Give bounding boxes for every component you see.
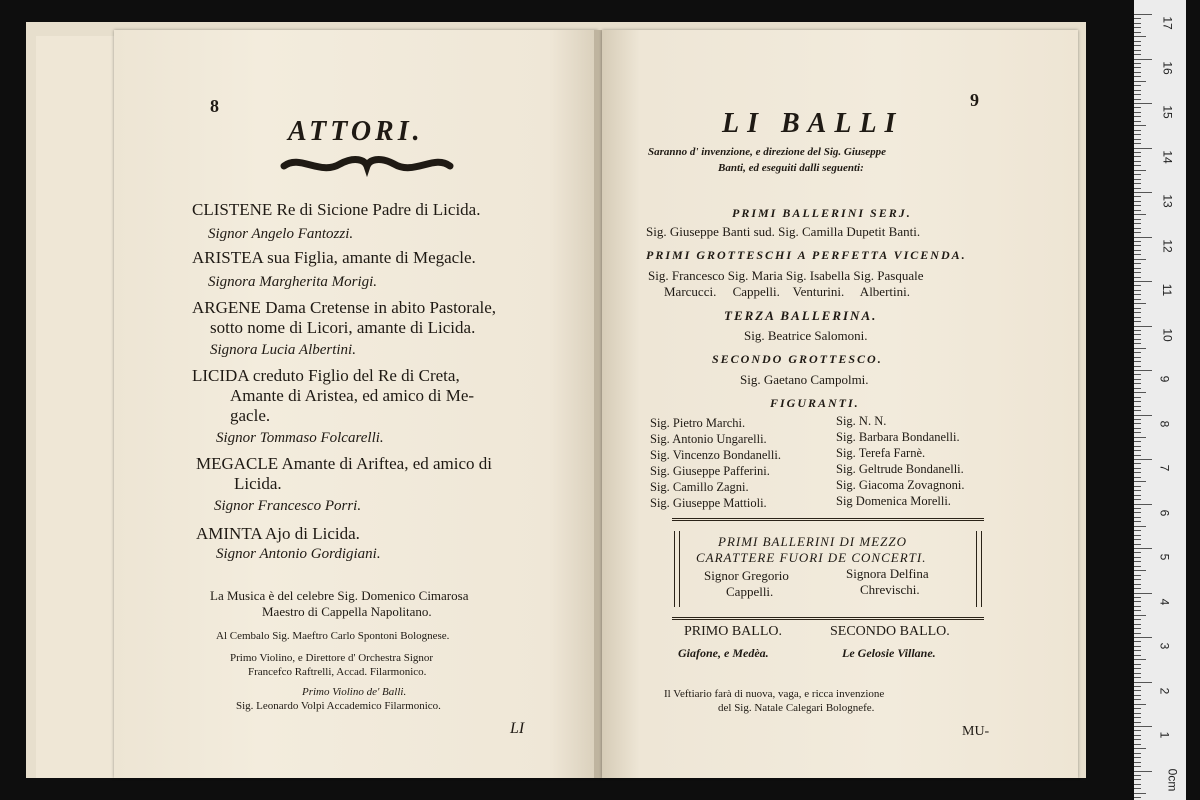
ruler-tick [1134,94,1141,95]
ruler-tick [1134,504,1152,505]
ruler-tick [1134,326,1152,327]
ruler-tick [1134,646,1141,647]
vestiario-2: del Sig. Natale Calegari Bolognefe. [718,702,875,714]
heading-primi-serj: PRIMI BALLERINI SERJ. [732,206,912,220]
figurante-right-6: Sig Domenica Morelli. [836,494,951,508]
secondo-ballo-title: Le Gelosie Villane. [842,646,936,660]
ruler-tick [1134,499,1141,500]
ruler-tick [1134,570,1146,571]
ruler-tick [1134,455,1141,456]
ruler-tick [1134,285,1141,286]
ruler-tick [1134,628,1141,629]
ruler-tick [1134,744,1141,745]
figurante-left-2: Sig. Antonio Ungarelli. [650,432,767,446]
ruler-tick [1134,334,1141,335]
terza-name: Sig. Beatrice Salomoni. [744,328,868,343]
heading-figuranti: FIGURANTI. [770,396,860,410]
ruler-tick [1134,748,1146,749]
ruler-tick [1134,419,1141,420]
music-credit-1: La Musica è del celebre Sig. Domenico Cimarosa [210,588,469,603]
ruler-tick [1134,32,1141,33]
ruler-tick [1134,757,1141,758]
actor-porri: Signor Francesco Porri. [214,498,362,514]
heading-grotteschi: PRIMI GROTTESCHI A PERFETTA VICENDA. [646,248,967,262]
figurante-left-5: Sig. Camillo Zagni. [650,480,749,494]
ruler-tick [1134,85,1141,86]
ruler-label: 13 [1160,194,1175,208]
primo-ballo-title: Giafone, e Medèa. [678,646,769,660]
mezzo-right-2: Chrevischi. [860,582,920,597]
secondo-name: Sig. Gaetano Campolmi. [740,372,869,387]
ruler-tick [1134,682,1152,683]
character-megacle-cont: Licida. [234,474,282,493]
figurante-right-3: Sig. Terefa Farnè. [836,446,926,460]
ruler-tick [1134,686,1141,687]
ruler-tick [1134,575,1141,576]
ruler-tick [1134,521,1141,522]
ruler-tick [1134,277,1141,278]
ruler-tick [1134,601,1141,602]
ruler-tick [1134,597,1141,598]
heading-terza: TERZA BALLERINA. [724,308,878,323]
ruler-tick [1134,103,1152,104]
ruler-tick [1134,205,1141,206]
ruler-tick [1134,156,1141,157]
ruler-tick [1134,268,1141,269]
ruler-tick [1134,486,1141,487]
mezzo-left-2: Cappelli. [726,584,774,599]
ruler-tick [1134,290,1141,291]
ruler-tick [1134,695,1141,696]
ruler-tick [1134,139,1141,140]
vestiario-1: Il Veftiario farà di nuova, vaga, e ricca invenzione [664,688,885,700]
ruler-tick [1134,584,1141,585]
ruler-tick [1134,472,1141,473]
ruler-tick [1134,59,1152,60]
ruler-tick [1134,557,1141,558]
ruler-tick [1134,107,1141,108]
ruler-label: 10 [1160,327,1175,342]
ruler-tick [1134,659,1146,660]
ruler-tick [1134,477,1141,478]
ruler-tick [1134,401,1141,402]
ruler-tick [1134,321,1141,322]
ruler-tick [1134,633,1141,634]
mezzo-heading-2: CARATTERE FUORI DE CONCERTI. [696,550,927,565]
ruler-tick [1134,544,1141,545]
character-megacle: MEGACLE Amante di Ariftea, ed amico di [196,454,493,473]
ruler-tick [1134,201,1141,202]
ruler-tick [1134,63,1141,64]
ruler-tick [1134,784,1141,785]
ruler-tick [1134,526,1146,527]
ruler-tick [1134,490,1141,491]
ruler-tick [1134,299,1141,300]
ruler-tick [1134,415,1152,416]
actor-folcarelli: Signor Tommaso Folcarelli. [216,430,384,446]
figurante-left-4: Sig. Giuseppe Pafferini. [650,464,770,478]
ruler-tick [1134,121,1141,122]
heading-secondo-grottesco: SECONDO GROTTESCO. [712,352,883,366]
ruler-tick [1134,530,1141,531]
cembalo-credit: Al Cembalo Sig. Maeftro Carlo Spontoni Bolognese. [216,630,450,642]
ruler-tick [1134,294,1141,295]
ruler-tick [1134,766,1141,767]
ruler-tick [1134,450,1141,451]
ruler-tick [1134,161,1141,162]
ruler-tick [1134,281,1152,282]
ruler-label: 14 [1160,149,1175,164]
ruler-tick [1134,797,1141,798]
ruler-tick [1134,730,1141,731]
ruler-tick [1134,348,1146,349]
ruler-tick [1134,245,1141,246]
ruler-tick [1134,370,1152,371]
ruler-tick [1134,579,1141,580]
ruler-tick [1134,388,1141,389]
ruler-tick [1134,308,1141,309]
left-page-number: 8 [210,96,219,116]
ruler-tick [1134,606,1141,607]
ruler-label: 15 [1160,105,1175,119]
ruler-label: 5 [1157,553,1172,561]
ruler-tick [1134,250,1141,251]
ruler-tick [1134,753,1141,754]
ruler-label: 4 [1157,598,1172,605]
ruler-tick [1134,330,1141,331]
ruler-tick [1134,539,1141,540]
ruler-tick [1134,588,1141,589]
ruler-tick [1134,788,1141,789]
ruler-tick [1134,713,1141,714]
ruler-tick [1134,254,1141,255]
music-credit-2: Maestro di Cappella Napolitano. [262,604,432,619]
ruler-tick [1134,410,1141,411]
ruler-tick [1134,116,1141,117]
ruler-tick [1134,196,1141,197]
grotteschi-surnames: Marcucci. Cappelli. Venturini. Albertini. [664,284,910,299]
ruler-tick [1134,441,1141,442]
ruler-tick [1134,495,1141,496]
ruler-tick [1134,379,1141,380]
ruler-tick [1134,535,1141,536]
character-licida-cont: Amante di Aristea, ed amico di Me- [230,386,475,405]
ruler-tick [1134,223,1141,224]
ruler-tick [1134,272,1141,273]
ruler-tick [1134,463,1141,464]
ruler-tick [1134,610,1141,611]
ruler-tick [1134,735,1141,736]
ruler-tick [1134,708,1141,709]
measuring-ruler [1134,0,1186,800]
ruler-tick [1134,352,1141,353]
ruler-label: 2 [1157,687,1172,694]
balli-violino-1: Primo Violino de' Balli. [302,686,407,698]
ruler-tick [1134,50,1141,51]
ruler-tick [1134,624,1141,625]
ruler-tick [1134,112,1141,113]
ruler-label: 3 [1157,642,1172,650]
ruler-tick [1134,18,1141,19]
ruler-tick [1134,219,1141,220]
ruler-label: 6 [1157,509,1172,516]
ruler-tick [1134,41,1141,42]
actor-morigi: Signora Margherita Morigi. [208,274,378,290]
ruler-tick [1134,72,1141,73]
ruler-tick [1134,615,1146,616]
actor-gordigiani: Signor Antonio Gordigiani. [216,546,381,562]
ruler-tick [1134,637,1152,638]
secondo-ballo-label: SECONDO BALLO. [830,624,950,639]
ruler-tick [1134,76,1141,77]
mezzo-right-1: Signora Delfina [846,566,929,581]
figurante-right-1: Sig. N. N. [836,414,887,428]
ruler-tick [1134,374,1141,375]
figurante-left-6: Sig. Giuseppe Mattioli. [650,496,767,510]
ruler-tick [1134,552,1141,553]
ruler-label: 17 [1160,16,1175,30]
ruler-tick [1134,428,1141,429]
ornament-flourish [280,152,454,178]
ruler-tick [1134,125,1146,126]
ruler-tick [1134,36,1146,37]
ruler-label: 12 [1160,238,1175,253]
ruler-tick [1134,81,1146,82]
figurante-right-2: Sig. Barbara Bondanelli. [836,430,960,444]
ruler-tick [1134,771,1152,772]
ruler-tick [1134,699,1141,700]
ruler-tick [1134,99,1141,100]
ruler-tick [1134,14,1152,15]
ruler-tick [1134,148,1152,149]
mezzo-left-1: Signor Gregorio [704,568,789,583]
figurante-left-1: Sig. Pietro Marchi. [650,416,746,430]
ruler-tick [1134,779,1141,780]
ruler-tick [1134,677,1141,678]
ruler-tick [1134,366,1141,367]
character-argene-cont: sotto nome di Licori, amante di Licida. [210,318,476,337]
ruler-tick [1134,548,1152,549]
ruler-tick [1134,228,1141,229]
ruler-tick [1134,90,1141,91]
mezzo-heading-1: PRIMI BALLERINI DI MEZZO [718,534,908,549]
ruler-tick [1134,130,1141,131]
ruler-label: 1 [1157,731,1172,739]
actor-albertini: Signora Lucia Albertini. [210,342,356,358]
ruler-tick [1134,27,1141,28]
ruler-tick [1134,459,1152,460]
ruler-tick [1134,237,1152,238]
ruler-tick [1134,165,1141,166]
violino-credit-2: Francefco Raftrelli, Accad. Filarmonico. [248,666,427,678]
ruler-tick [1134,566,1141,567]
ruler-tick [1134,717,1141,718]
ruler-tick [1134,312,1141,313]
ruler-tick [1134,704,1146,705]
ruler-tick [1134,241,1141,242]
ruler-tick [1134,668,1141,669]
ruler-tick [1134,179,1141,180]
ruler-tick [1134,183,1141,184]
character-aristea: ARISTEA sua Figlia, amante di Megacle. [192,248,476,267]
character-aminta: AMINTA Ajo di Licida. [196,524,360,543]
character-argene: ARGENE Dama Cretense in abito Pastorale, [192,298,497,317]
ruler-tick [1134,54,1141,55]
right-page-title: LI BALLI [722,108,904,139]
ruler-tick [1134,214,1146,215]
ruler-tick [1134,641,1141,642]
ruler-tick [1134,512,1141,513]
grotteschi-names: Sig. Francesco Sig. Maria Sig. Isabella Sig. Pasquale [648,268,924,283]
ruler-tick [1134,174,1141,175]
right-catchword: MU- [962,724,990,739]
character-licida: LICIDA creduto Figlio del Re di Creta, [192,366,460,385]
ruler-tick [1134,45,1141,46]
ruler-tick [1134,152,1141,153]
ruler-tick [1134,210,1141,211]
primo-ballo-label: PRIMO BALLO. [684,624,783,639]
ruler-tick [1134,192,1152,193]
ruler-tick [1134,259,1146,260]
ruler-tick [1134,561,1141,562]
ruler-tick [1134,67,1141,68]
ruler-tick [1134,303,1146,304]
figurante-right-5: Sig. Giacoma Zovagnoni. [836,478,965,492]
ruler-tick [1134,793,1146,794]
ruler-tick [1134,726,1152,727]
left-catchword: LI [510,720,525,737]
ruler-tick [1134,383,1141,384]
ruler-tick [1134,317,1141,318]
ruler-tick [1134,517,1141,518]
ruler-label: 7 [1157,464,1172,472]
ruler-tick [1134,397,1141,398]
balli-subtitle-1: Saranno d' invenzione, e direzione del Sig. Giuseppe [648,146,887,158]
ruler-label: 9 [1157,375,1172,383]
ruler-tick [1134,673,1141,674]
left-page-title: ATTORI. [288,116,424,147]
ruler-tick [1134,664,1141,665]
ruler-tick [1134,170,1146,171]
ruler-tick [1134,423,1141,424]
ruler-tick [1134,619,1141,620]
ruler-tick [1134,650,1141,651]
ruler-label: 16 [1160,60,1175,75]
ruler-tick [1134,357,1141,358]
ruler-tick [1134,23,1141,24]
ruler-tick [1134,392,1146,393]
ruler-tick [1134,232,1141,233]
ruler-tick [1134,134,1141,135]
ruler-tick [1134,739,1141,740]
ruler-tick [1134,432,1141,433]
ruler-label: 11 [1160,283,1175,297]
character-clistene: CLISTENE Re di Sicione Padre di Licida. [192,200,481,219]
ruler-tick [1134,775,1141,776]
ruler-tick [1134,593,1152,594]
ruler-tick [1134,690,1141,691]
ruler-tick [1134,655,1141,656]
ruler-tick [1134,406,1141,407]
ruler-tick [1134,263,1141,264]
violino-credit-1: Primo Violino, e Direttore d' Orchestra Signor [230,652,434,664]
figurante-left-3: Sig. Vincenzo Bondanelli. [650,448,781,462]
ruler-tick [1134,762,1141,763]
ruler-label: 8 [1157,420,1172,427]
ruler-tick [1134,143,1141,144]
ruler-tick [1134,508,1141,509]
character-licida-cont2: gacle. [230,406,271,425]
balli-subtitle-2: Banti, ed eseguiti dalli seguenti: [718,162,864,174]
ruler-tick [1134,481,1146,482]
balli-violino-2: Sig. Leonardo Volpi Accademico Filarmonico. [236,700,441,712]
ruler-tick [1134,722,1141,723]
ruler-tick [1134,361,1141,362]
primi-serj-names: Sig. Giuseppe Banti sud. Sig. Camilla Dupetit Banti. [646,224,921,239]
ruler-label: 0cm [1165,768,1180,791]
ruler-tick [1134,437,1146,438]
ruler-tick [1134,339,1141,340]
figurante-right-4: Sig. Geltrude Bondanelli. [836,462,964,476]
ruler-tick [1134,468,1141,469]
ruler-tick [1134,343,1141,344]
ruler-tick [1134,188,1141,189]
right-page-number: 9 [970,90,979,110]
ruler-tick [1134,446,1141,447]
actor-fantozzi: Signor Angelo Fantozzi. [208,226,354,242]
